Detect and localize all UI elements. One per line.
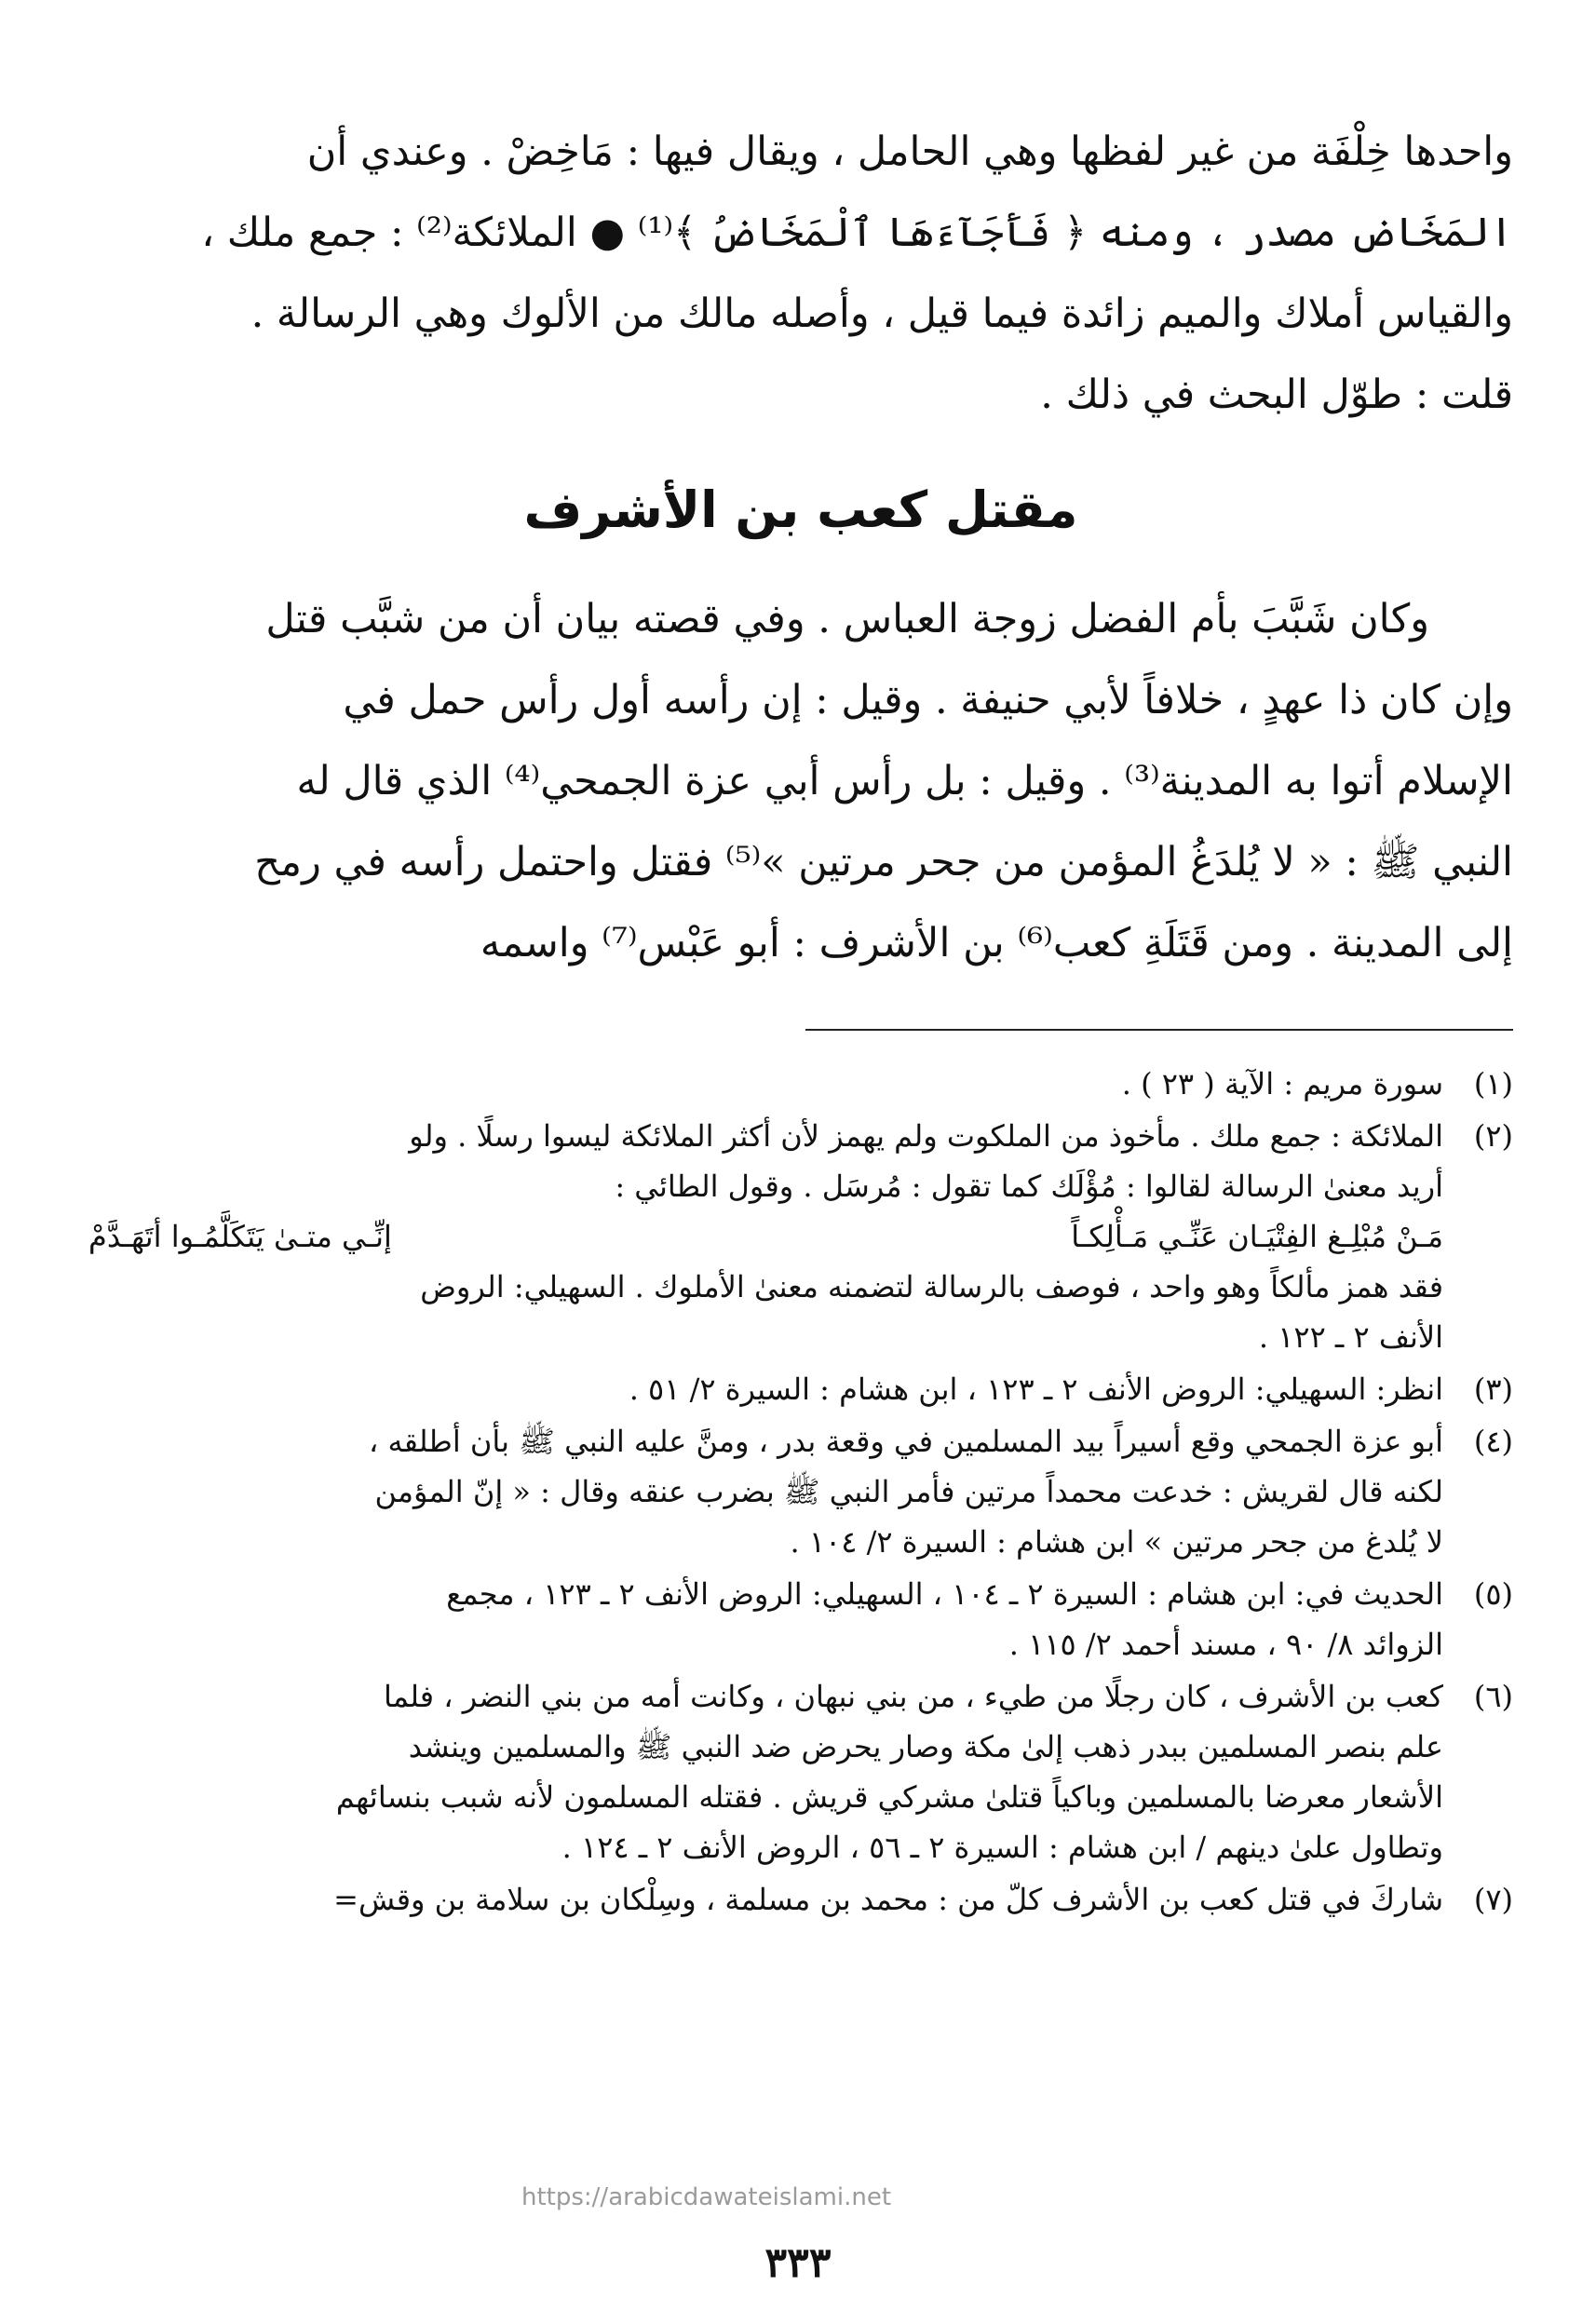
- footnote-text: [88, 1111, 1443, 1362]
- text-line: إلى المدينة . ومن قَتَلَةِ كعب⁽⁶⁾ بن الأشرف : أبو عَبْس⁽⁷⁾ واسمه: [480, 920, 1513, 966]
- verse-hemistich-second: إنِّـي متـىٰ يَتَكَلَّمُـوا أتَهَـدَّمْ: [88, 1219, 392, 1254]
- footnote-3: [88, 1364, 1513, 1414]
- footnote-line: علم بنصر المسلمين ببدر ذهب إلىٰ مكة وصار يحرض ضد النبي ﷺ والمسلمين وينشد: [408, 1729, 1443, 1764]
- footnote-line: الملائكة : جمع ملك . مأخوذ من الملكوت ولم يهمز لأن أكثر الملائكة ليسوا رسلًا . ولو: [409, 1118, 1443, 1154]
- main-paragraph: [88, 579, 1513, 984]
- footnote-line: أبو عزة الجمحي وقع أسيراً بيد المسلمين في وقعة بدر ، ومنَّ عليه النبي ﷺ بأن أطلقه ،: [368, 1424, 1443, 1459]
- footnote-line: لا يُلدغ من جحر مرتين » ابن هشام : السيرة ٢/ ١٠٤ .: [790, 1524, 1443, 1560]
- footnote-2: [88, 1111, 1513, 1362]
- footnote-4: [88, 1416, 1513, 1567]
- poetry-verse: [88, 1211, 1443, 1262]
- footnote-6: [88, 1671, 1513, 1872]
- footnote-divider-wrap: [88, 984, 1513, 1059]
- intro-paragraph: [88, 112, 1513, 436]
- footnote-line: فقد همز مألكاً وهو واحد ، فوصف بالرسالة لتضمنه معنىٰ الأملوك . السهيلي: الروض: [420, 1269, 1443, 1304]
- footnote-line: شاركَ في قتل كعب بن الأشرف كلّ من : محمد بن مسلمة ، وسِلْكان بن سلامة بن وقش=: [333, 1882, 1443, 1917]
- footnote-line: الزوائد ٨/ ٩٠ ، مسند أحمد ٢/ ١١٥ .: [1008, 1627, 1443, 1662]
- footnote-line: أريد معنىٰ الرسالة لقالوا : مُؤْلَك كما تقول : مُرسَل . وقول الطائي :: [615, 1169, 1443, 1204]
- footnote-number: (٤): [1473, 1424, 1513, 1459]
- footnote-text: [88, 1416, 1443, 1567]
- footnote-number: (٧): [1473, 1882, 1513, 1917]
- verse-hemistich-first: مَـنْ مُبْلِـغ الفِتْيَـان عَنِّـي مَـأْلِكـاً: [1071, 1219, 1443, 1254]
- footnote-line: الأنف ٢ ـ ١٢٢ .: [1258, 1319, 1443, 1355]
- footnote-line: انظر: السهيلي: الروض الأنف ٢ ـ ١٢٣ ، ابن هشام : السيرة ٢/ ٥١ .: [629, 1371, 1443, 1407]
- text-line: وكان شَبَّبَ بأم الفضل زوجة العباس . وفي قصته بيان أن من شبَّب قتل: [265, 596, 1429, 642]
- footnote-line: كعب بن الأشرف ، كان رجلًا من طيء ، من بني نبهان ، وكانت أمه من بني النضر ، فلما: [383, 1679, 1443, 1714]
- footnote-number: (٢): [1473, 1118, 1513, 1154]
- footnote-line: لكنه قال لقريش : خدعت محمداً مرتين فأمر النبي ﷺ بضرب عنقه وقال : « إنّ المؤمن: [374, 1474, 1443, 1509]
- footnote-number: (٥): [1473, 1576, 1513, 1612]
- footnote-number: (٣): [1473, 1371, 1513, 1407]
- watermark-url: https://arabicdawateislami.net: [521, 2183, 892, 2211]
- text-line: النبي ﷺ : « لا يُلدَغُ المؤمن من جحر مرتين »⁽⁵⁾ فقتل واحتمل رأسه في رمح: [254, 839, 1513, 885]
- footnote-text: [88, 1874, 1443, 1925]
- footnote-line: الحديث في: ابن هشام : السيرة ٢ ـ ١٠٤ ، السهيلي: الروض الأنف ٢ ـ ١٢٣ ، مجمع: [446, 1576, 1443, 1612]
- footnote-text: [88, 1671, 1443, 1872]
- footnote-number: (١): [1473, 1066, 1513, 1101]
- footnote-5: [88, 1569, 1513, 1669]
- section-heading: مقتل كعب بن الأشرف: [523, 480, 1078, 539]
- footnote-text: [88, 1059, 1443, 1109]
- text-line: الإسلام أتوا به المدينة⁽³⁾ . وقيل : بل رأس أبي عزة الجمحي⁽⁴⁾ الذي قال له: [296, 758, 1513, 804]
- footnote-text: [88, 1569, 1443, 1669]
- footnote-line: وتطاول علىٰ دينهم / ابن هشام : السيرة ٢ ـ ٥٦ ، الروض الأنف ٢ ـ ١٢٤ .: [561, 1830, 1443, 1865]
- page: [88, 112, 1513, 1926]
- footnote-line: سورة مريم : الآية ( ٢٣ ) .: [1121, 1066, 1443, 1101]
- footnote-line: الأشعار معرضا بالمسلمين وباكياً قتلىٰ مشركي قريش . فقتله المسلمون لأنه شبب بنسائهم: [335, 1779, 1443, 1815]
- footnote-7: [88, 1874, 1513, 1925]
- footnotes: [88, 1059, 1513, 1925]
- footnote-number: (٦): [1473, 1679, 1513, 1714]
- footnote-1: [88, 1059, 1513, 1109]
- page-number: ٣٣٣: [764, 2239, 832, 2287]
- text-line: وإن كان ذا عهدٍ ، خلافاً لأبي حنيفة . وقيل : إن رأسه أول رأس حمل في: [343, 677, 1513, 723]
- text-line: المَخَاض مصدر ، ومنه ﴿ فَأَجَآءَهَا ٱلْمَخَاضُ ﴾⁽¹⁾ ● الملائكة⁽²⁾ : جمع ملك ،: [201, 209, 1513, 256]
- text-line: قلت : طوّل البحث في ذلك .: [1040, 372, 1513, 418]
- text-line: واحدها خِلْفَة من غير لفظها وهي الحامل ، ويقال فيها : مَاخِضْ . وعندي أن: [306, 128, 1513, 175]
- footnote-divider: [805, 1029, 1513, 1031]
- footnote-text: [88, 1364, 1443, 1414]
- text-line: والقياس أملاك والميم زائدة فيما قيل ، وأصله مالك من الألوك وهي الرسالة .: [250, 291, 1513, 337]
